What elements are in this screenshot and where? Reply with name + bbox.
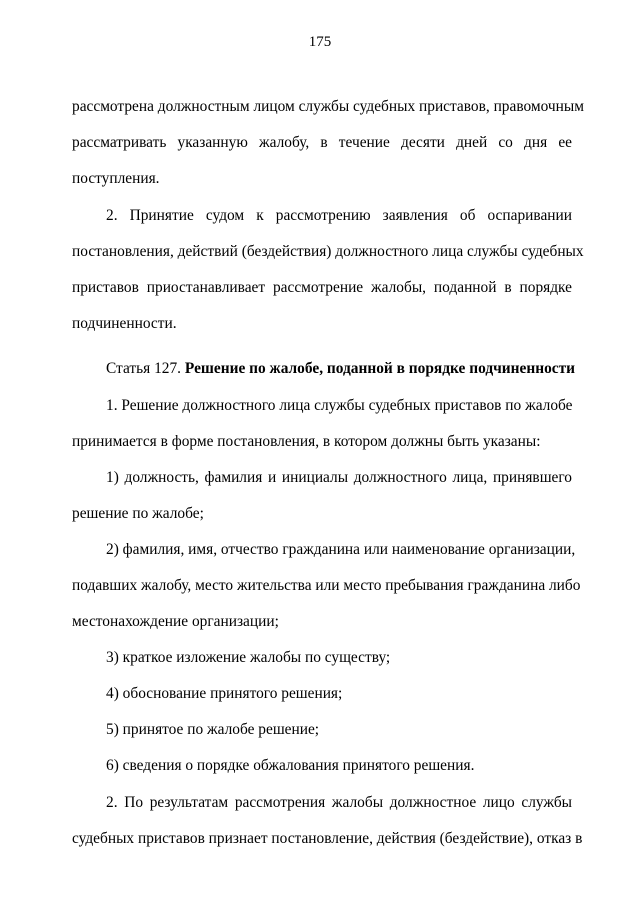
article-label: Статья 127. (106, 360, 182, 377)
text-line: подавших жалобу, место жительства или место пребывания гражданина либо (72, 577, 581, 594)
article-title: Решение по жалобе, поданной в порядке подчиненности (184, 360, 576, 377)
list-item: 4) обоснование принятого решения; (106, 685, 343, 702)
list-item: 2) фамилия, имя, отчество гражданина или наименование организации, (106, 541, 576, 558)
text-line: местонахождение организации; (72, 613, 279, 630)
list-item: 6) сведения о порядке обжалования принятого решения. (106, 757, 475, 774)
text-line: рассмотрена должностным лицом службы судебных приставов, правомочным (72, 98, 584, 115)
text-line: судебных приставов признает постановление, действия (бездействие), отказ в (72, 830, 583, 847)
list-item: 5) принятое по жалобе решение; (106, 721, 320, 738)
text-line: принимается в форме постановления, в котором должны быть указаны: (72, 433, 541, 450)
list-item: 3) краткое изложение жалобы по существу; (106, 649, 391, 666)
text-line: 2. По результатам рассмотрения жалобы должностное лицо службы (106, 794, 572, 811)
text-line: решение по жалобе; (72, 505, 204, 522)
text-line: поступления. (72, 170, 160, 187)
text-line: рассматривать указанную жалобу, в течение десяти дней со дня ее (72, 134, 572, 151)
page-number: 175 (308, 34, 332, 50)
list-item: 1) должность, фамилия и инициалы должностного лица, принявшего (106, 469, 572, 486)
text-line: 2. Принятие судом к рассмотрению заявления об оспаривании (106, 207, 572, 224)
text-line: приставов приостанавливает рассмотрение жалобы, поданной в порядке (72, 279, 572, 296)
text-line: постановления, действий (бездействия) должностного лица службы судебных (72, 243, 584, 260)
article-heading (106, 360, 575, 378)
text-line: подчиненности. (72, 315, 177, 332)
text-line: 1. Решение должностного лица службы судебных приставов по жалобе (106, 397, 573, 414)
